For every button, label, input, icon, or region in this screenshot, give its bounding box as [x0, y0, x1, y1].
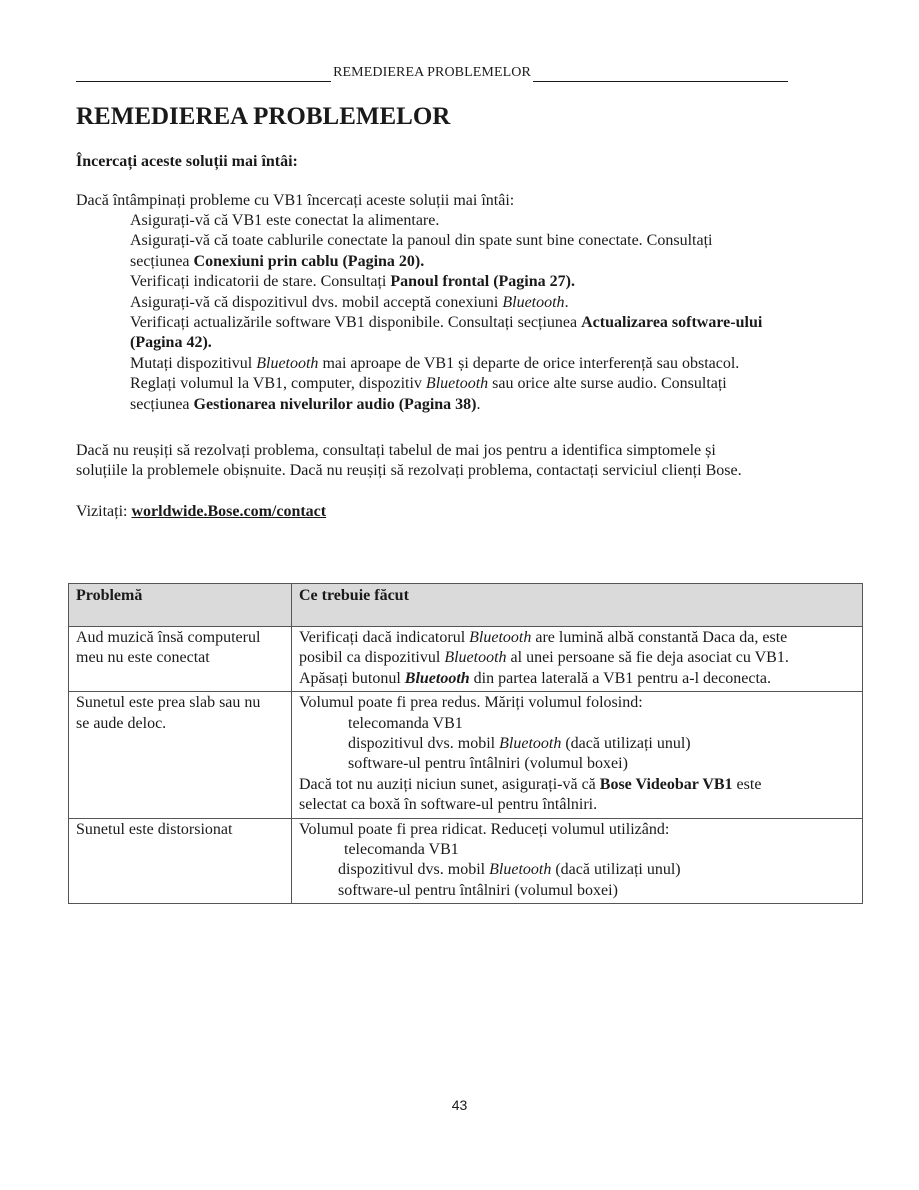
solution-cell: Volumul poate fi prea redus. Măriți volumul folosind: telecomanda VB1 dispozitivul dvs. mobil Bluetooth (dacă utilizați unul) software-ul pentru întâlniri (volumul boxei) Dacă tot nu auziți niciun sunet, asigurați-vă că Bose Videobar VB1 este selectat ca boxă în software-ul pentru întâlniri. — [292, 692, 863, 818]
problem-cell: Sunetul este distorsionat — [69, 818, 292, 904]
table-row — [69, 818, 863, 904]
running-header-text: REMEDIEREA PROBLEMELOR — [333, 65, 531, 80]
tip-item: Verificați indicatorii de stare. Consultați Panoul frontal (Pagina 27). — [130, 273, 575, 291]
header-rule-right — [533, 68, 788, 82]
tip-item: Reglați volumul la VB1, computer, dispozitiv Bluetooth sau orice alte surse audio. Consultați — [130, 375, 727, 393]
problem-cell: Aud muzică însă computerul meu nu este conectat — [69, 627, 292, 692]
tips-list — [130, 211, 830, 415]
header-problem: Problemă — [69, 584, 292, 627]
contact-link[interactable]: worldwide.Bose.com/contact — [131, 503, 327, 520]
tip-item: Verificați actualizările software VB1 disponibile. Consultați secțiunea Actualizarea software-ului — [130, 314, 763, 332]
troubleshooting-table — [68, 583, 863, 904]
visit-line — [76, 502, 326, 522]
header-rule-left — [76, 68, 331, 82]
tip-item: Mutați dispozitivul Bluetooth mai aproape de VB1 și departe de orice interferență sau obstacol. — [130, 354, 740, 372]
solution-cell: Volumul poate fi prea ridicat. Reduceți volumul utilizând: telecomanda VB1 dispozitivul dvs. mobil Bluetooth (dacă utilizați unul) software-ul pentru întâlniri (volumul boxei) — [292, 818, 863, 904]
intro-text: Dacă întâmpinați probleme cu VB1 încercați aceste soluții mai întâi: — [76, 192, 515, 209]
header-solution: Ce trebuie făcut — [292, 584, 863, 627]
running-header — [76, 64, 788, 82]
page-number: 43 — [451, 1097, 468, 1113]
tip-item: Asigurați-vă că VB1 este conectat la alimentare. — [130, 212, 440, 229]
table-row — [69, 627, 863, 692]
paragraph-2: Dacă nu reușiți să rezolvați problema, consultați tabelul de mai jos pentru a identifica simptomele și soluțiile la problemele obișnuite. Dacă nu reușiți să rezolvați problema, contactați serviciul clienți Bose. — [76, 442, 742, 480]
solution-cell: Verificați dacă indicatorul Bluetooth are lumină albă constantă Daca da, este posibil ca dispozitivul Bluetooth al unei persoane să fie deja asociat cu VB1. Apăsați butonul Bluetooth din partea laterală a VB1 pentru a-l deconecta. — [292, 627, 863, 692]
table-row — [69, 692, 863, 818]
table-header-row — [69, 584, 863, 627]
tip-item: secțiunea Gestionarea nivelurilor audio (Pagina 38). — [130, 395, 481, 413]
subheading: Încercați aceste soluții mai întâi: — [76, 153, 298, 170]
problem-cell: Sunetul este prea slab sau nu se aude deloc. — [69, 692, 292, 818]
tip-item: (Pagina 42). — [130, 334, 212, 352]
tip-item: secțiunea Conexiuni prin cablu (Pagina 20). — [130, 252, 425, 270]
tip-item: Asigurați-vă că toate cablurile conectate la panoul din spate sunt bine conectate. Consultați — [130, 232, 713, 250]
page-title: REMEDIEREA PROBLEMELOR — [76, 103, 451, 130]
visit-label: Vizitați: — [76, 503, 132, 520]
tip-item: Asigurați-vă că dispozitivul dvs. mobil acceptă conexiuni Bluetooth. — [130, 293, 569, 311]
